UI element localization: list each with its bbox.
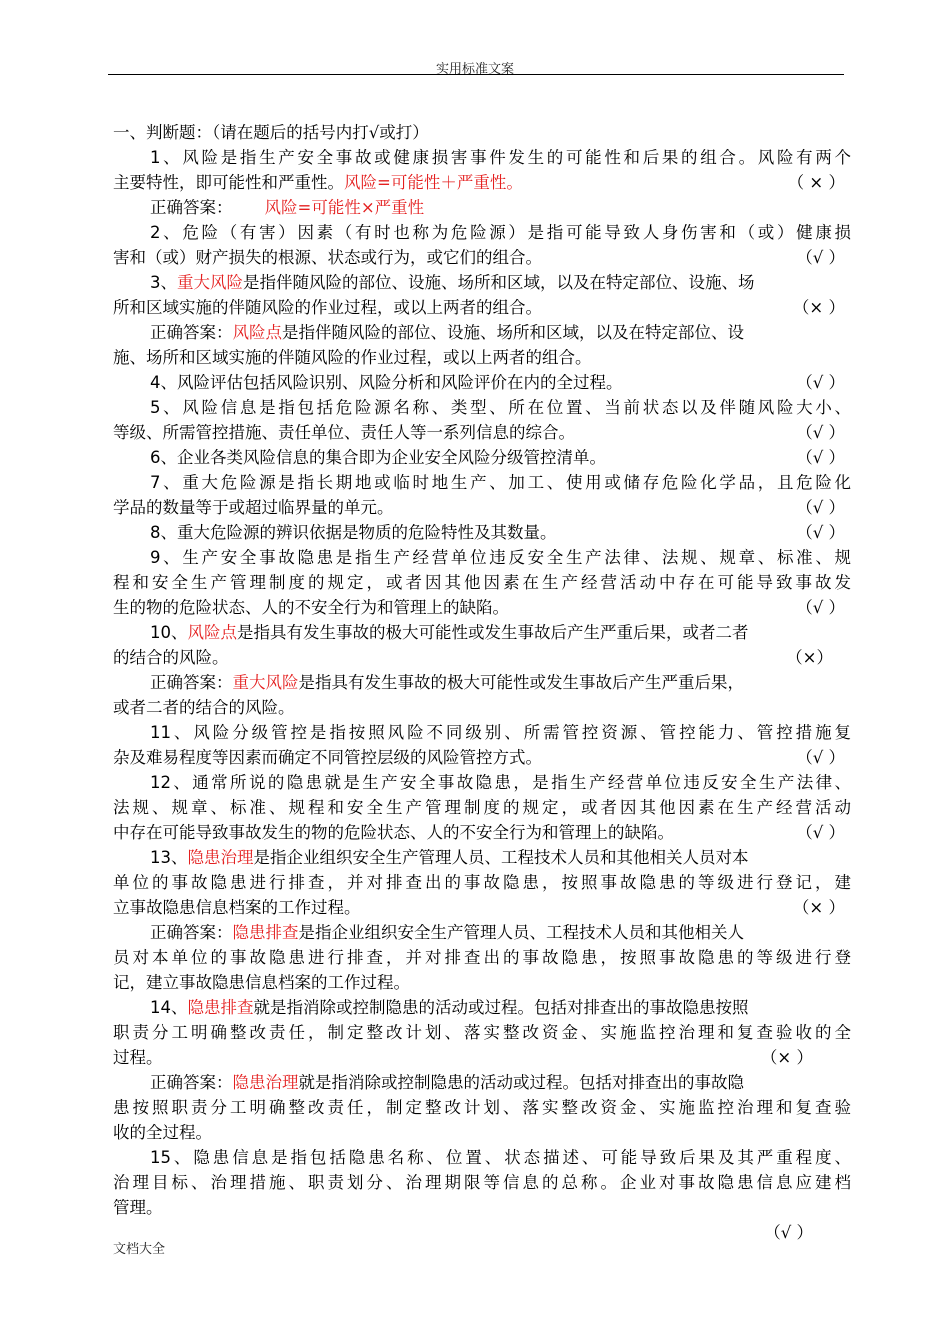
question-14-line-3: [113, 1045, 851, 1070]
answer-label: 正确答案：: [150, 1073, 233, 1092]
answer-text: 就是指消除或控制隐患的活动或过程。包括对排查出的事故隐: [298, 1073, 744, 1092]
question-10-text: 是指具有发生事故的极大可能性或发生事故后产生严重后果，或者二者: [237, 623, 749, 642]
answer-13-line-2: 员对本单位的事故隐患进行排查，并对排查出的事故隐患，按照事故隐患的等级进行登: [113, 948, 851, 967]
question-3-text: 是指伴随风险的部位、设施、场所和区域，以及在特定部位、设施、场: [243, 273, 755, 292]
header-rule: [108, 74, 844, 75]
question-7-line-2: [113, 495, 851, 520]
question-13-line-1: [113, 845, 851, 870]
answer-highlight: 风险=可能性×严重性: [264, 198, 425, 217]
question-7-text: 学品的数量等于或超过临界量的单元。: [113, 498, 394, 517]
question-11-line-2: [113, 745, 851, 770]
answer-mark: （× ）: [792, 298, 845, 317]
question-number: 14、: [150, 998, 188, 1017]
answer-mark: （× ）: [760, 1048, 813, 1067]
page-footer: 文档大全: [113, 1242, 166, 1257]
answer-3-line-2: 施、场所和区域实施的伴随风险的作业过程，或以上两者的组合。: [113, 348, 592, 367]
answer-text: 是指企业组织安全生产管理人员、工程技术人员和其他相关人: [298, 923, 744, 942]
question-11-text: 杂及难易程度等因素而确定不同管控层级的风险管控方式。: [113, 748, 542, 767]
answer-label: 正确答案：: [150, 923, 233, 942]
question-number: 13、: [150, 848, 188, 867]
answer-mark: （√ ）: [796, 423, 845, 442]
question-13-line-2: 单位的事故隐患进行排查，并对排查出的事故隐患，按照事故隐患的等级进行登记，建: [113, 873, 851, 892]
answer-highlight: 重大风险: [232, 673, 299, 692]
answer-1: [113, 195, 851, 220]
question-14-text: 就是指消除或控制隐患的活动或过程。包括对排查出的事故隐患按照: [253, 998, 749, 1017]
question-5-line-2: [113, 420, 851, 445]
question-1-line-2: [113, 170, 851, 195]
question-12-line-3: [113, 820, 851, 845]
answer-13-line-3: 记，建立事故隐患信息档案的工作过程。: [113, 973, 410, 992]
question-3-line-2: [113, 295, 851, 320]
question-number: 10、: [150, 623, 188, 642]
answer-mark: （√ ）: [796, 448, 845, 467]
question-1-text: 主要特性，即可能性和严重性。: [113, 173, 344, 192]
question-8-line-1: [113, 520, 851, 545]
answer-mark: （√ ）: [796, 248, 845, 267]
question-15-mark-line: [113, 1220, 851, 1245]
document-body: [113, 120, 851, 1245]
question-10-text: 的结合的风险。: [113, 648, 229, 667]
question-6-text: 6、企业各类风险信息的集合即为企业安全风险分级管控清单。: [150, 448, 606, 467]
question-14-line-1: [113, 995, 851, 1020]
answer-text: 是指具有发生事故的极大可能性或发生事故后产生严重后果，: [298, 673, 744, 692]
answer-mark: （ × ）: [787, 173, 845, 192]
question-2-line-2: [113, 245, 851, 270]
answer-mark: （√ ）: [796, 373, 845, 392]
answer-10-line-1: [113, 670, 851, 695]
answer-mark: （√ ）: [796, 748, 845, 767]
question-9-line-3: [113, 595, 851, 620]
question-4-line-1: [113, 370, 851, 395]
question-13-line-3: [113, 895, 851, 920]
question-15-line-3: 管理。: [113, 1198, 163, 1217]
question-highlight: 重大风险: [177, 273, 243, 292]
answer-14-line-1: [113, 1070, 851, 1095]
question-8-text: 8、重大危险源的辨识依据是物质的危险特性及其数量。: [150, 523, 557, 542]
question-9-line-2: 程和安全生产管理制度的规定，或者因其他因素在生产经营活动中存在可能导致事故发: [113, 573, 851, 592]
question-highlight: 隐患排查: [187, 998, 254, 1017]
question-1-line-1: 1、风险是指生产安全事故或健康损害事件发生的可能性和后果的组合。风险有两个: [150, 148, 851, 167]
answer-mark: （√ ）: [796, 498, 845, 517]
answer-text: 是指伴随风险的部位、设施、场所和区域，以及在特定部位、设: [282, 323, 744, 342]
question-11-line-1: 11、风险分级管控是指按照风险不同级别、所需管控资源、管控能力、管控措施复: [150, 723, 851, 742]
question-10-line-2: [113, 645, 851, 670]
answer-mark: （√ ）: [796, 598, 845, 617]
question-12-line-1: 12、通常所说的隐患就是生产安全事故隐患，是指生产经营单位违反安全生产法律、: [150, 773, 851, 792]
answer-mark: （√ ）: [796, 823, 845, 842]
question-15-line-2: 治理目标、治理措施、职责划分、治理期限等信息的总称。企业对事故隐患信息应建档: [113, 1173, 851, 1192]
answer-mark: （× ）: [792, 898, 845, 917]
question-7-line-1: 7、重大危险源是指长期地或临时地生产、加工、使用或储存危险化学品，且危险化: [150, 473, 851, 492]
answer-highlight: 隐患治理: [232, 1073, 299, 1092]
answer-3-line-1: [113, 320, 851, 345]
question-12-line-2: 法规、规章、标准、规程和安全生产管理制度的规定，或者因其他因素在生产经营活动: [113, 798, 851, 817]
question-14-line-2: 职责分工明确整改责任，制定整改计划、落实整改资金、实施监控治理和复查验收的全: [113, 1023, 851, 1042]
question-13-text: 立事故隐患信息档案的工作过程。: [113, 898, 361, 917]
question-3-line-1: [113, 270, 851, 295]
question-number: 3、: [150, 273, 177, 292]
answer-mark: （√ ）: [796, 523, 845, 542]
question-15-line-1: 15、隐患信息是指包括隐患名称、位置、状态描述、可能导致后果及其严重程度、: [150, 1148, 851, 1167]
question-4-text: 4、风险评估包括风险识别、风险分析和风险评价在内的全过程。: [150, 373, 623, 392]
answer-mark: （×）: [786, 648, 833, 667]
question-6-line-1: [113, 445, 851, 470]
question-5-text: 等级、所需管控措施、责任单位、责任人等一系列信息的综合。: [113, 423, 575, 442]
answer-10-line-2: 或者二者的结合的风险。: [113, 698, 295, 717]
question-13-text: 是指企业组织安全生产管理人员、工程技术人员和其他相关人员对本: [253, 848, 749, 867]
answer-highlight: 风险点: [232, 323, 282, 342]
answer-mark: （√ ）: [764, 1223, 813, 1242]
answer-label: 正确答案：: [150, 198, 233, 217]
question-1-highlight: 风险=可能性＋严重性。: [344, 173, 523, 192]
page-header: 实用标准文案: [435, 62, 514, 77]
question-12-text: 中存在可能导致事故发生的物的危险状态、人的不安全行为和管理上的缺陷。: [113, 823, 674, 842]
question-10-line-1: [113, 620, 851, 645]
question-2-text: 害和（或）财产损失的根源、状态或行为，或它们的组合。: [113, 248, 542, 267]
question-3-text: 所和区域实施的伴随风险的作业过程，或以上两者的组合。: [113, 298, 542, 317]
question-highlight: 风险点: [187, 623, 237, 642]
question-9-text: 生的物的危险状态、人的不安全行为和管理上的缺陷。: [113, 598, 509, 617]
answer-14-line-3: 收的全过程。: [113, 1123, 212, 1142]
answer-13-line-1: [113, 920, 851, 945]
question-highlight: 隐患治理: [187, 848, 254, 867]
answer-label: 正确答案：: [150, 323, 233, 342]
section-title: 一、判断题：（请在题后的括号内打√或打）: [113, 123, 429, 142]
answer-highlight: 隐患排查: [232, 923, 299, 942]
answer-label: 正确答案：: [150, 673, 233, 692]
question-2-line-1: 2、危险（有害）因素（有时也称为危险源）是指可能导致人身伤害和（或）健康损: [150, 223, 851, 242]
answer-14-line-2: 患按照职责分工明确整改责任，制定整改计划、落实整改资金、实施监控治理和复查验: [113, 1098, 851, 1117]
question-5-line-1: 5、风险信息是指包括危险源名称、类型、所在位置、当前状态以及伴随风险大小、: [150, 398, 851, 417]
question-14-text: 过程。: [113, 1048, 163, 1067]
question-9-line-1: 9、生产安全事故隐患是指生产经营单位违反安全生产法律、法规、规章、标准、规: [150, 548, 851, 567]
